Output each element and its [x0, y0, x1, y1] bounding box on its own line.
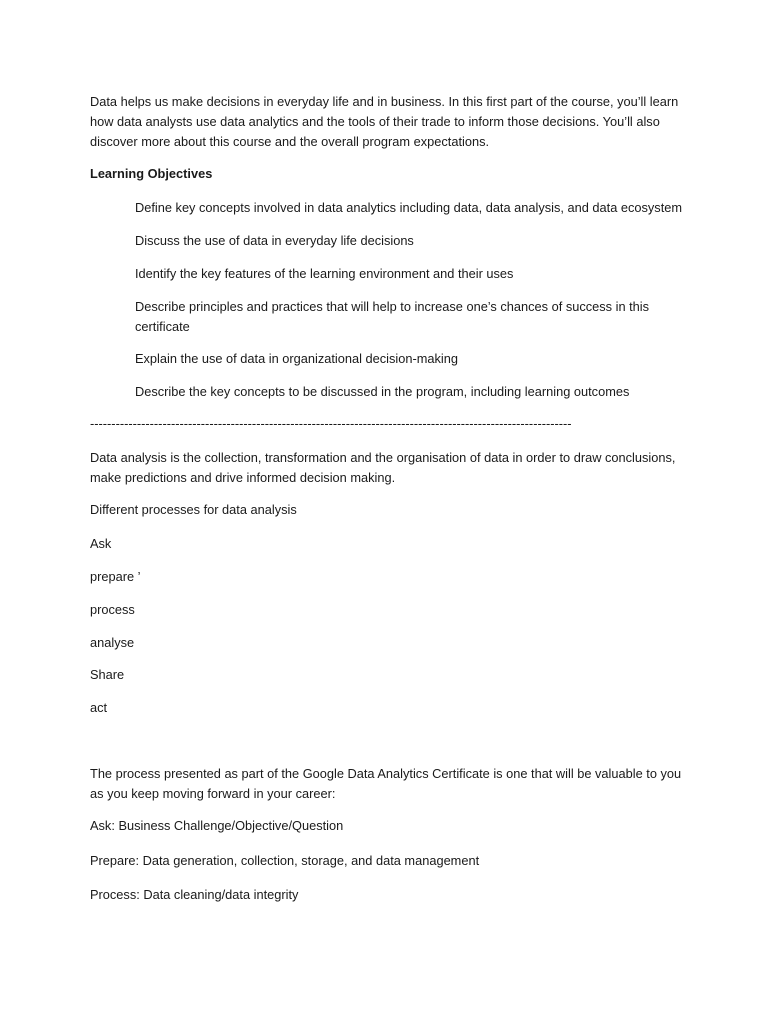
process-item: act [90, 700, 108, 715]
process-item: analyse [90, 635, 135, 650]
process-item: Ask [90, 536, 112, 551]
objective-item: Describe principles and practices that will help to increase one’s chances of success in this certificate [135, 299, 650, 334]
step-item: Process: Data cleaning/data integrity [90, 887, 299, 902]
processes-heading: Different processes for data analysis [90, 502, 297, 517]
separator-line: ----------------------------------------------------------------------------------------------------------------- [90, 416, 572, 431]
definition-paragraph: Data analysis is the collection, transformation and the organisation of data in order to draw conclusions, make predictions and drive informed decision making. [90, 450, 676, 485]
learning-objectives-heading: Learning Objectives [90, 166, 213, 181]
step-item: Prepare: Data generation, collection, storage, and data management [90, 853, 480, 868]
certificate-paragraph: The process presented as part of the Google Data Analytics Certificate is one that will be valuable to you as you keep moving forward in your career: [90, 766, 682, 801]
process-item: Share [90, 667, 125, 682]
objective-item: Describe the key concepts to be discussed in the program, including learning outcomes [135, 384, 630, 399]
process-item: process [90, 602, 135, 617]
step-item: Ask: Business Challenge/Objective/Question [90, 818, 344, 833]
objective-item: Explain the use of data in organizational decision-making [135, 351, 458, 366]
objective-item: Define key concepts involved in data analytics including data, data analysis, and data ecosystem [135, 200, 683, 215]
objective-item: Discuss the use of data in everyday life decisions [135, 233, 414, 248]
objective-item: Identify the key features of the learning environment and their uses [135, 266, 514, 281]
process-item: prepare ’ [90, 569, 141, 584]
intro-paragraph: Data helps us make decisions in everyday life and in business. In this first part of the course, you’ll learn how data analysts use data analytics and the tools of their trade to inform those decisions. You’ll also discover more about this course and the overall program expectations. [90, 94, 679, 149]
